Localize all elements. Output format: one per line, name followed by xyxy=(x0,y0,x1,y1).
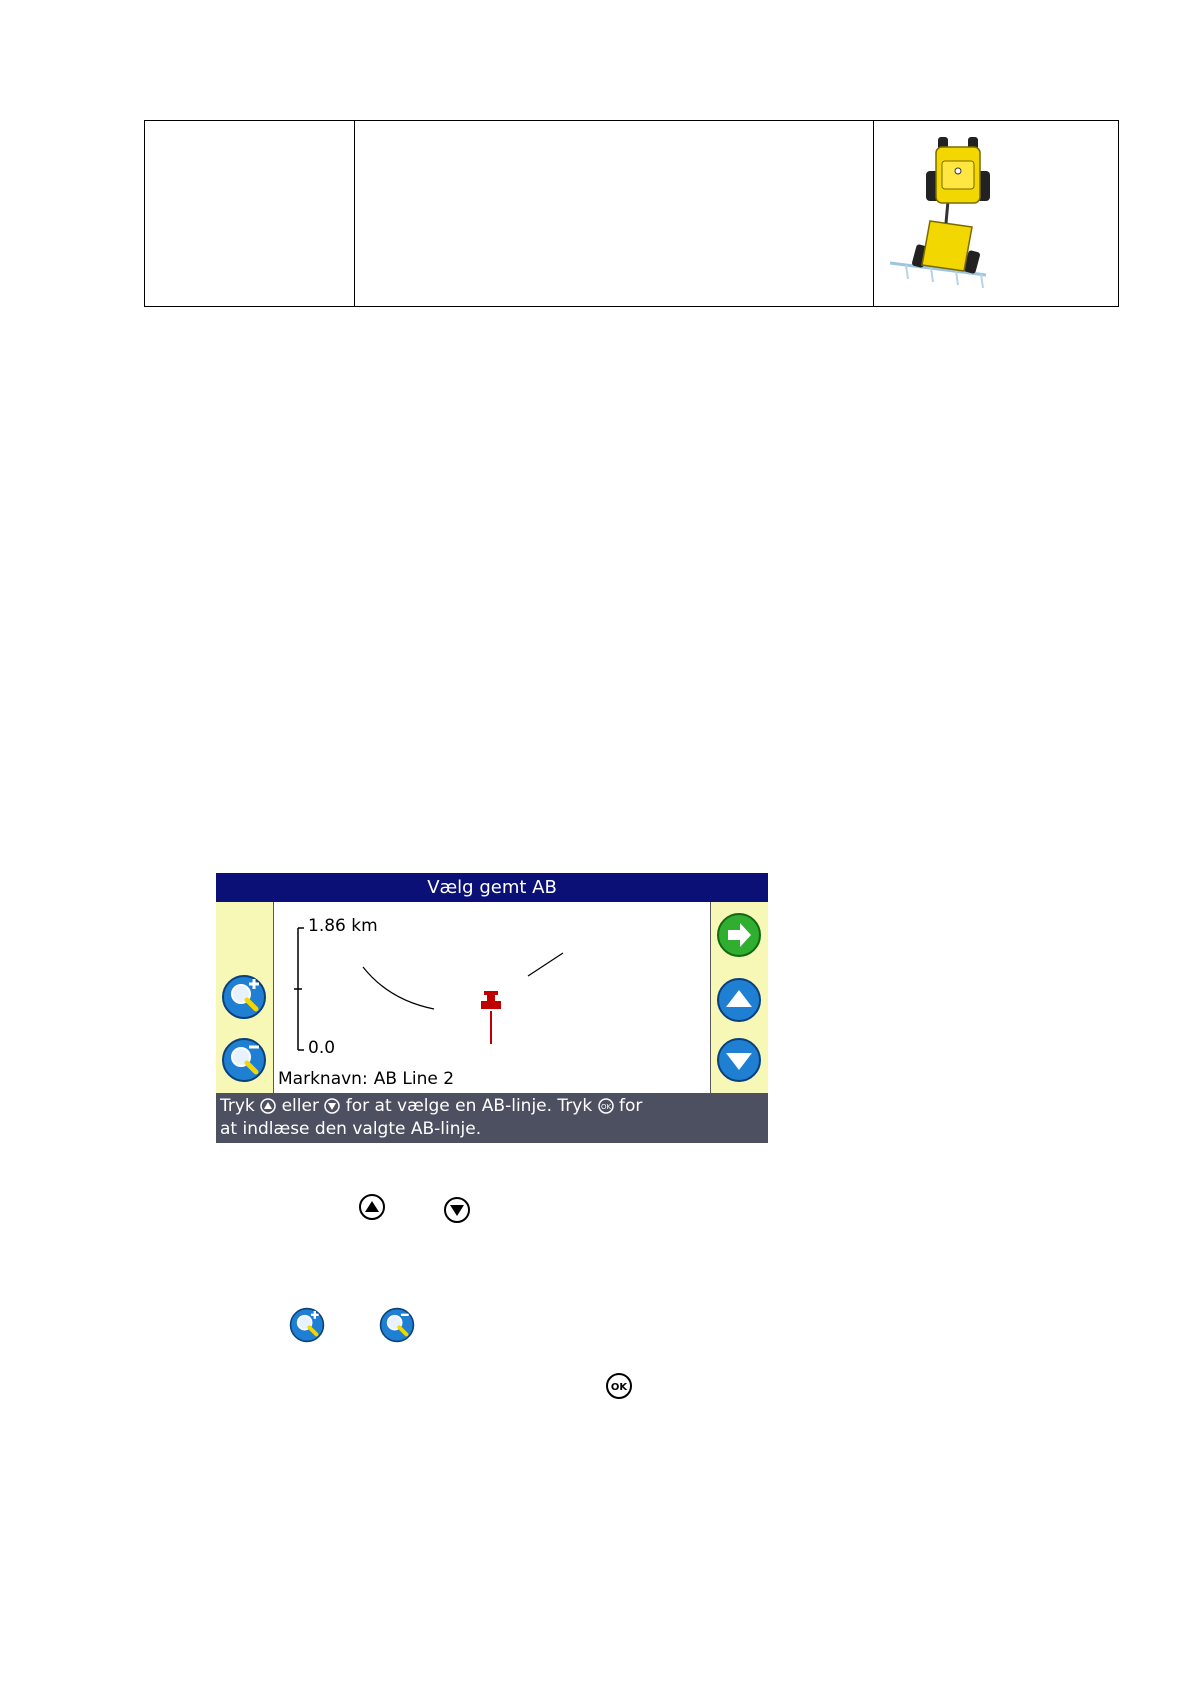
zoom-in-icon[interactable] xyxy=(221,974,267,1020)
screen-title: Vælg gemt AB xyxy=(216,873,768,902)
ab-line-curve xyxy=(363,967,434,1009)
up-key-icon xyxy=(260,1098,276,1114)
ok-key-icon xyxy=(598,1098,614,1114)
instruction-text-2: eller xyxy=(281,1096,319,1116)
table-cell-2 xyxy=(355,121,874,306)
field-name-value: AB Line 2 xyxy=(373,1069,455,1089)
vehicle-marker-icon xyxy=(481,991,501,1044)
down-button-icon xyxy=(443,1196,471,1224)
field-name-label: Marknavn: xyxy=(278,1069,368,1089)
ab-line-map xyxy=(274,902,710,1093)
scale-bottom-label: 0.0 xyxy=(308,1038,336,1058)
table-cell-1 xyxy=(145,121,355,306)
up-button-icon xyxy=(358,1193,386,1221)
svg-text:OK: OK xyxy=(600,1103,611,1111)
table-cell-3 xyxy=(874,121,1118,306)
down-arrow-icon[interactable] xyxy=(716,1037,762,1083)
next-arrow-icon[interactable] xyxy=(716,912,762,958)
info-table xyxy=(144,120,1119,307)
zoom-out-small-icon xyxy=(379,1307,415,1343)
ab-line-straight xyxy=(528,953,563,976)
field-name xyxy=(278,1069,460,1089)
zoom-out-icon[interactable] xyxy=(221,1037,267,1083)
instruction-text-3: for at vælge en AB-linje. Tryk xyxy=(345,1096,593,1116)
svg-text:OK: OK xyxy=(610,1382,628,1393)
instruction-text-4: for xyxy=(619,1096,643,1116)
up-arrow-icon[interactable] xyxy=(716,977,762,1023)
left-button-panel xyxy=(216,902,274,1093)
device-screen xyxy=(216,873,768,1143)
scale-top-label: 1.86 km xyxy=(308,916,378,936)
tractor-with-boom-icon xyxy=(886,133,1016,293)
down-key-icon xyxy=(324,1098,340,1114)
zoom-in-small-icon xyxy=(289,1307,325,1343)
ok-button-icon xyxy=(605,1372,633,1400)
instruction-text-line2: at indlæse den valgte AB-linje. xyxy=(220,1119,482,1139)
right-button-panel xyxy=(710,902,768,1093)
instruction-bar xyxy=(216,1093,768,1143)
instruction-text-1: Tryk xyxy=(220,1096,255,1116)
